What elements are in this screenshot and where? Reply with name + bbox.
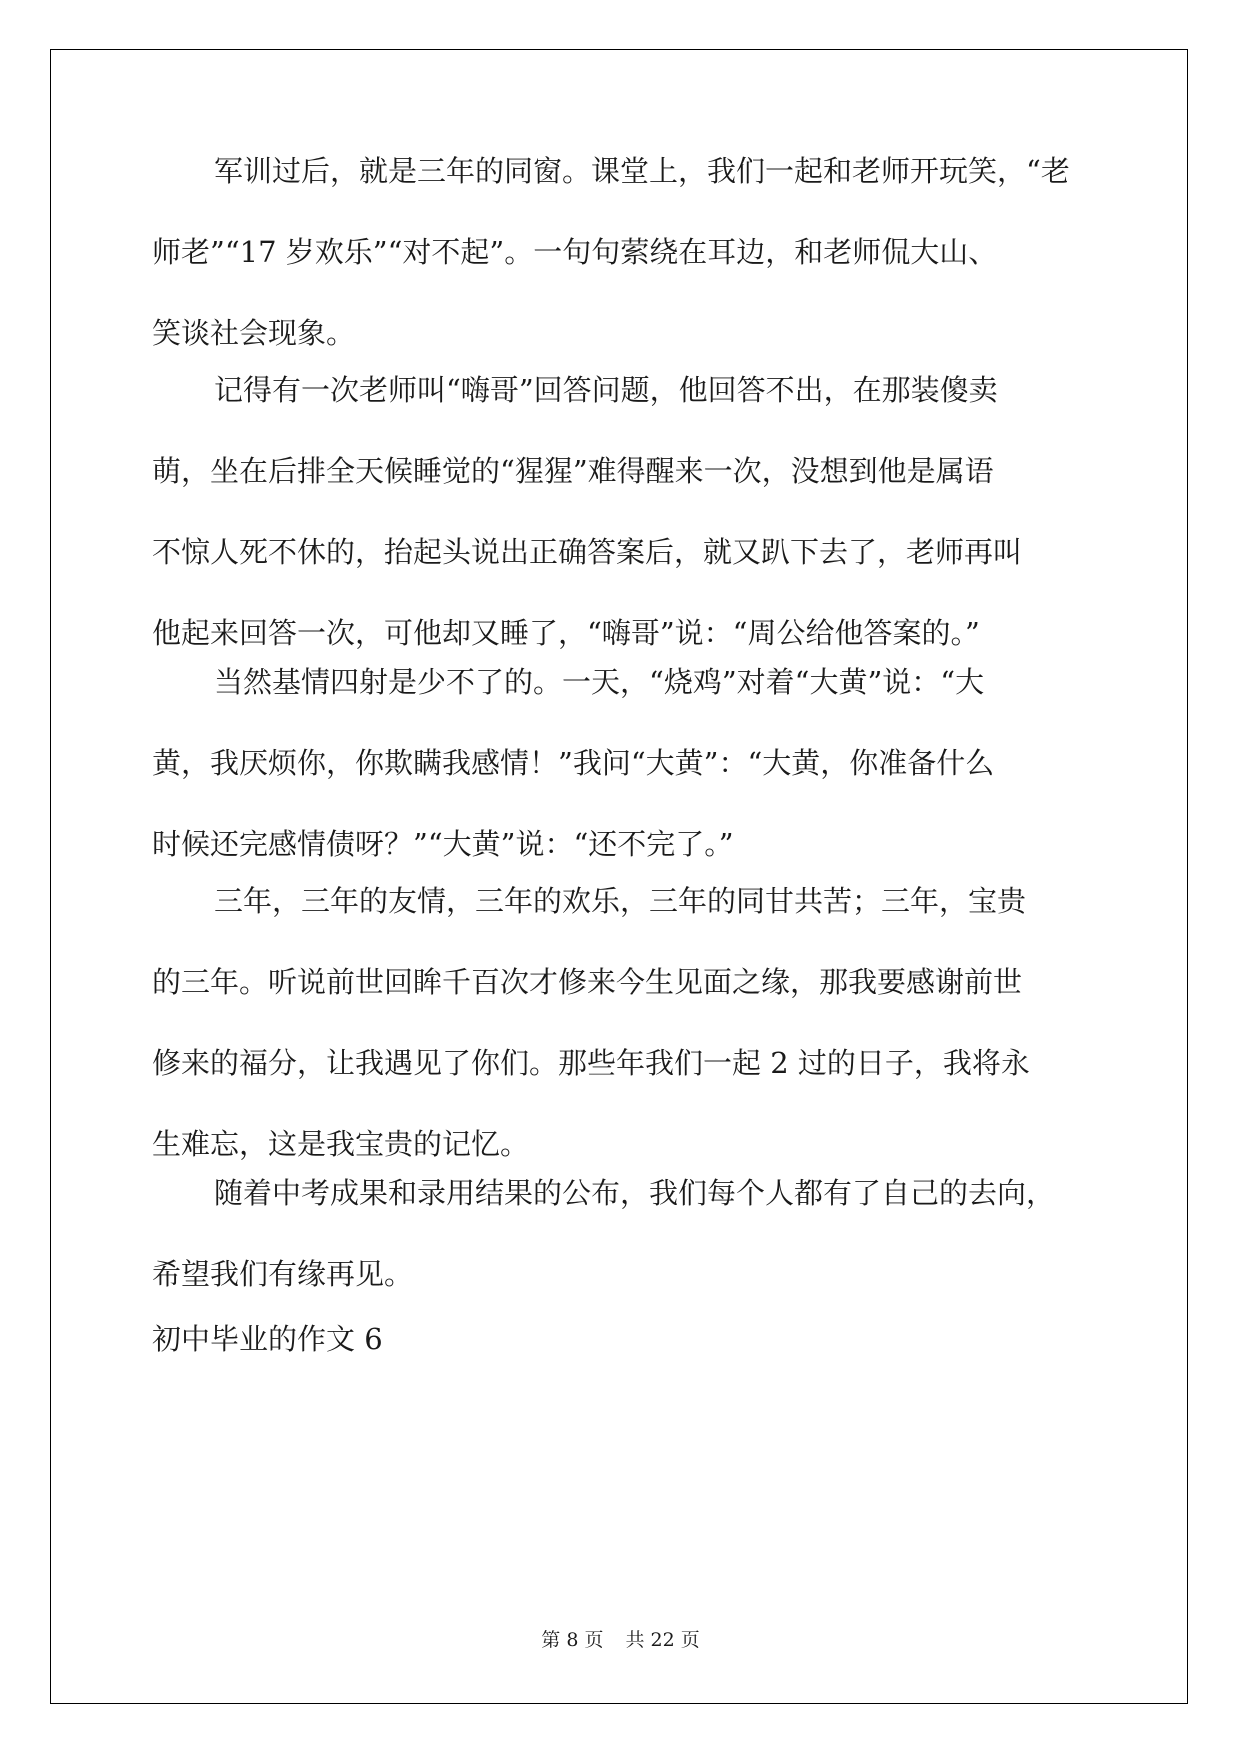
text-line: 记得有一次老师叫“嗨哥”回答问题，他回答不出，在那装傻卖: [214, 373, 998, 407]
text-line: 当然基情四射是少不了的。一天，“烧鸡”对着“大黄”说：“大: [214, 665, 985, 699]
text-line: 希望我们有缘再见。: [152, 1257, 414, 1291]
paragraph: [152, 642, 1092, 885]
text-line: 随着中考成果和录用结果的公布，我们每个人都有了自己的去向，: [214, 1176, 1056, 1210]
text-line: 初中毕业的作文 6: [152, 1322, 383, 1356]
text-line: 军训过后，就是三年的同窗。课堂上，我们一起和老师开玩笑，“老: [214, 154, 1070, 188]
text-line: 生难忘，这是我宝贵的记忆。: [152, 1127, 530, 1161]
text-line: 萌，坐在后排全天候睡觉的“猩猩”难得醒来一次，没想到他是属语: [152, 454, 994, 488]
text-line: 不惊人死不休的，抬起头说出正确答案后，就又趴下去了，老师再叫: [152, 535, 1023, 569]
page-footer: [0, 1625, 1241, 1652]
text-line: 时候还完感情债呀？”“大黄”说：“还不完了。”: [152, 827, 734, 861]
text-line: 师老”“17 岁欢乐”“对不起”。一句句萦绕在耳边，和老师侃大山、: [152, 235, 998, 269]
text-line: 三年，三年的友情，三年的欢乐，三年的同甘共苦；三年，宝贵: [214, 884, 1027, 918]
paragraph: [152, 861, 1092, 1185]
text-line: 黄，我厌烦你，你欺瞒我感情！”我问“大黄”：“大黄，你准备什么: [152, 746, 995, 780]
text-line: 的三年。听说前世回眸千百次才修来今生见面之缘，那我要感谢前世: [152, 965, 1023, 999]
section-heading: [152, 1299, 1092, 1380]
text-line: 他起来回答一次，可他却又睡了，“嗨哥”说：“周公给他答案的。”: [152, 616, 980, 650]
paragraph: [152, 350, 1092, 674]
text-line: 笑谈社会现象。: [152, 316, 356, 350]
page-number: 第 8 页: [541, 1629, 604, 1651]
page-total: 共 22 页: [625, 1629, 700, 1651]
paragraph: [152, 131, 1092, 374]
paragraph: [152, 1153, 1092, 1315]
text-line: 修来的福分，让我遇见了你们。那些年我们一起 2 过的日子，我将永: [152, 1046, 1030, 1080]
